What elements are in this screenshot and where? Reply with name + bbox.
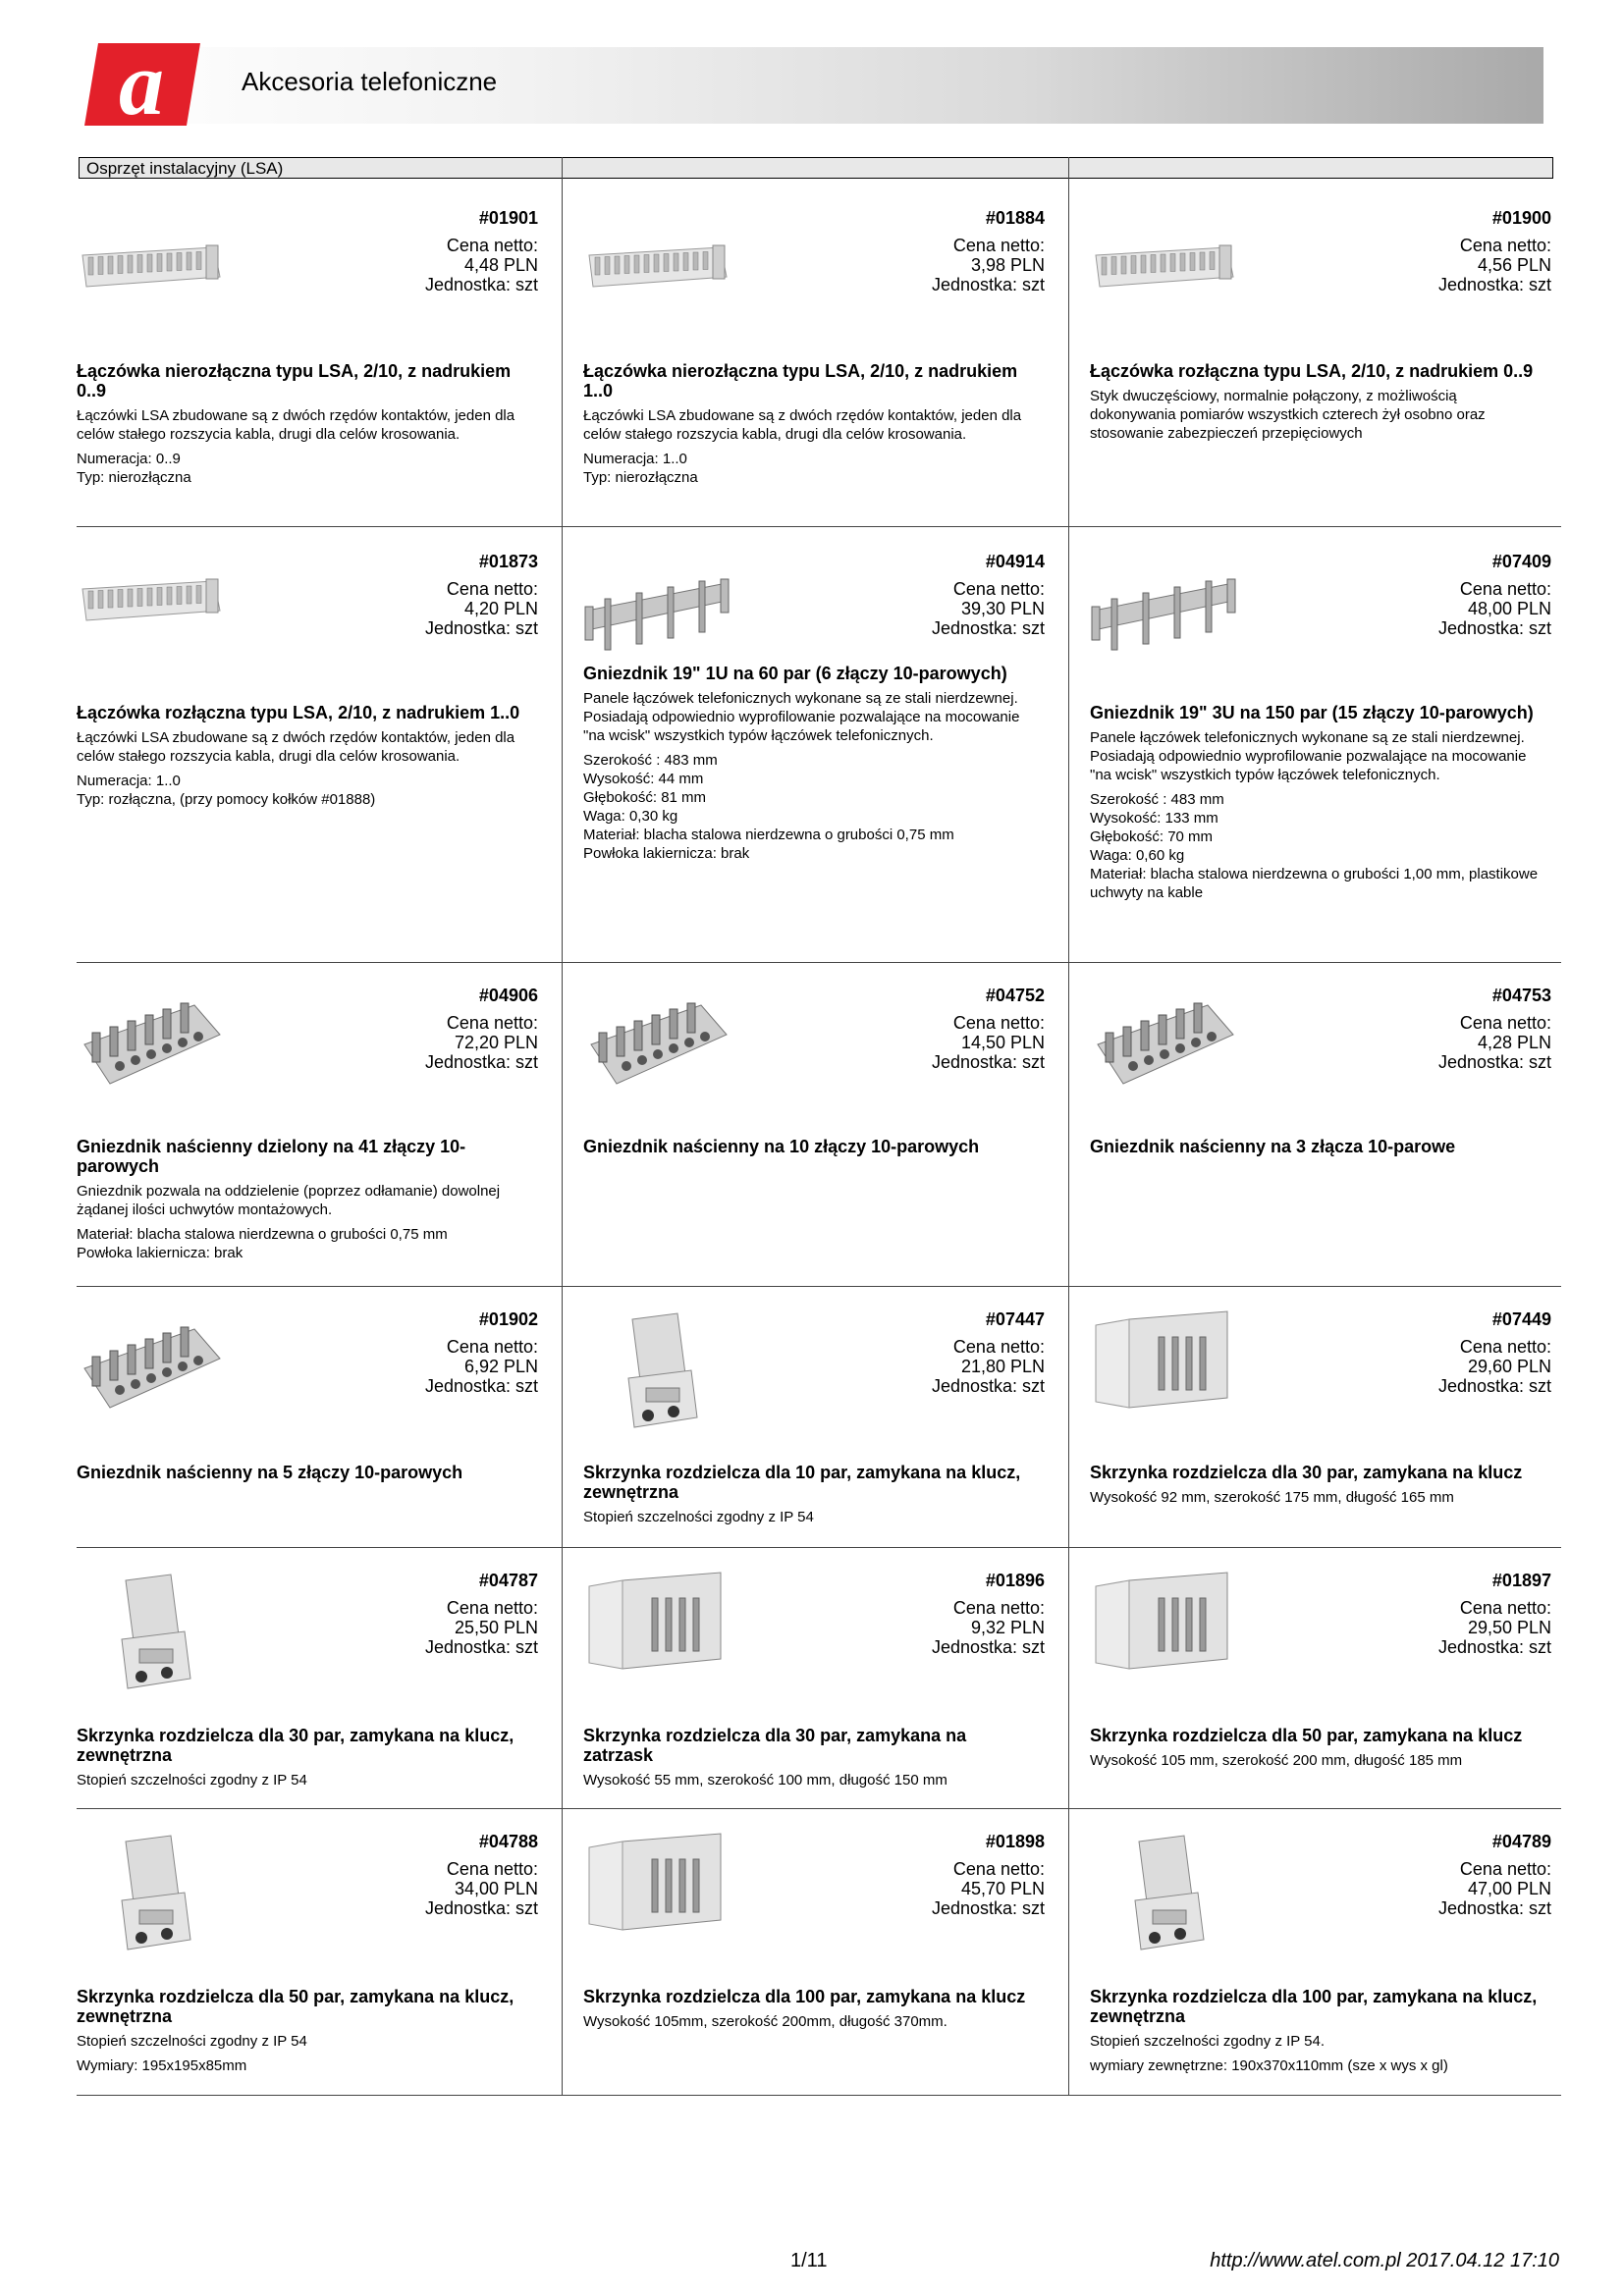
unit-label: Jednostka: szt	[1437, 618, 1551, 638]
product-card	[77, 1832, 538, 2126]
description-paragraph: Stopień szczelności zgodny z IP 54.	[1090, 2033, 1326, 2050]
unit-label: Jednostka: szt	[424, 1052, 538, 1072]
unit-label: Jednostka: szt	[424, 1376, 538, 1396]
column-divider	[1068, 157, 1069, 2096]
unit-label: Jednostka: szt	[931, 1052, 1045, 1072]
product-title: Gniezdnik naścienny na 5 złączy 10-parowych	[77, 1463, 463, 1482]
unit-label: Jednostka: szt	[1437, 275, 1551, 294]
product-code: #07409	[1491, 552, 1551, 571]
price-block	[1438, 1337, 1551, 1396]
product-card	[583, 986, 1045, 1280]
product-title: Gniezdnik 19" 3U na 150 par (15 złączy 10-parowych)	[1090, 703, 1534, 722]
section-title: Osprzęt instalacyjny (LSA)	[79, 157, 1553, 179]
row-divider	[77, 1286, 1561, 1287]
product-card	[583, 1309, 1045, 1604]
description-paragraph: Gniezdnik pozwala na oddzielenie (poprzez odłamanie) dowolnej żądanej ilości uchwytów montażowych.	[77, 1183, 501, 1218]
svg-text:a: a	[119, 43, 164, 126]
row-divider	[77, 962, 1561, 963]
price-block	[932, 1859, 1045, 1918]
product-title: Gniezdnik 19" 1U na 60 par (6 złączy 10-parowych)	[583, 664, 1007, 683]
product-code: #04752	[985, 986, 1045, 1005]
product-code: #04788	[478, 1832, 538, 1851]
price-label: Cena netto:	[1459, 1598, 1551, 1618]
price-value: 25,50 PLN	[454, 1618, 538, 1637]
description-paragraph: Wysokość 92 mm, szerokość 175 mm, długość 165 mm	[1090, 1489, 1454, 1506]
price-block	[425, 1337, 538, 1396]
product-title: Gniezdnik naścienny na 10 złączy 10-parowych	[583, 1137, 980, 1156]
price-label: Cena netto:	[446, 579, 538, 599]
outdoor-box-icon	[583, 1309, 731, 1442]
lsa-strip-icon	[77, 571, 224, 635]
product-description	[1090, 387, 1543, 449]
price-block	[1438, 1859, 1551, 1918]
product-card	[583, 1571, 1045, 1865]
price-label: Cena netto:	[1459, 236, 1551, 255]
description-paragraph: Numeracja: 0..9 Typ: nierozłączna	[77, 451, 191, 486]
column-divider	[562, 157, 563, 2096]
price-label: Cena netto:	[446, 1859, 538, 1879]
lsa-strip-icon	[77, 238, 224, 301]
product-card	[77, 1309, 538, 1604]
product-description	[1090, 728, 1543, 908]
distribution-box-icon	[1090, 1309, 1237, 1422]
product-description	[583, 1508, 1037, 1532]
description-paragraph: Stopień szczelności zgodny z IP 54	[583, 1509, 814, 1525]
product-code: #01901	[478, 208, 538, 228]
product-code: #01897	[1491, 1571, 1551, 1590]
price-value: 4,56 PLN	[1477, 255, 1551, 275]
description-paragraph: wymiary zewnętrzne: 190x370x110mm (sze x wys x gl)	[1090, 2057, 1448, 2074]
product-card	[1090, 552, 1551, 901]
product-description	[77, 406, 530, 493]
product-card	[583, 552, 1045, 862]
price-value: 48,00 PLN	[1467, 599, 1551, 618]
price-value: 34,00 PLN	[454, 1879, 538, 1898]
product-code: #04753	[1491, 986, 1551, 1005]
price-label: Cena netto:	[952, 579, 1045, 599]
wall-bracket-icon	[583, 986, 731, 1108]
product-code: #07449	[1491, 1309, 1551, 1329]
product-description	[583, 689, 1037, 869]
product-description	[77, 1182, 530, 1268]
product-description	[77, 728, 530, 815]
page-title: Akcesoria telefoniczne	[242, 67, 498, 96]
price-value: 45,70 PLN	[960, 1879, 1045, 1898]
unit-label: Jednostka: szt	[931, 1898, 1045, 1918]
rack-mount-icon	[1090, 571, 1237, 665]
price-label: Cena netto:	[952, 236, 1045, 255]
product-code: #01900	[1491, 208, 1551, 228]
price-label: Cena netto:	[446, 1598, 538, 1618]
unit-label: Jednostka: szt	[424, 618, 538, 638]
price-label: Cena netto:	[1459, 1859, 1551, 1879]
product-code: #01896	[985, 1571, 1045, 1590]
price-value: 21,80 PLN	[960, 1357, 1045, 1376]
price-block	[932, 1598, 1045, 1657]
product-card	[77, 552, 538, 846]
price-block	[1438, 1598, 1551, 1657]
unit-label: Jednostka: szt	[1437, 1898, 1551, 1918]
product-card	[583, 208, 1045, 503]
product-description	[583, 1771, 1037, 1795]
price-value: 29,50 PLN	[1467, 1618, 1551, 1637]
description-paragraph: Wysokość 105mm, szerokość 200mm, długość 370mm.	[583, 2013, 947, 2030]
price-label: Cena netto:	[952, 1337, 1045, 1357]
price-label: Cena netto:	[1459, 1013, 1551, 1033]
product-card	[583, 1832, 1045, 2126]
product-code: #04787	[478, 1571, 538, 1590]
product-card	[77, 208, 538, 503]
distribution-box-icon	[583, 1832, 731, 1945]
outdoor-box-icon	[1090, 1832, 1237, 1964]
unit-label: Jednostka: szt	[1437, 1052, 1551, 1072]
product-description	[1090, 2032, 1543, 2081]
description-paragraph: Wysokość 105 mm, szerokość 200 mm, długość 185 mm	[1090, 1752, 1463, 1769]
distribution-box-icon	[583, 1571, 731, 1683]
rack-mount-icon	[583, 571, 731, 665]
price-block	[1438, 236, 1551, 294]
product-description	[583, 2012, 1037, 2037]
outdoor-box-icon	[77, 1832, 224, 1964]
price-value: 3,98 PLN	[970, 255, 1045, 275]
description-paragraph: Łączówki LSA zbudowane są z dwóch rzędów kontaktów, jeden dla celów stałego rozszycia kabla, drugi dla celów krosowania.	[77, 407, 515, 443]
description-paragraph: Numeracja: 1..0 Typ: rozłączna, (przy pomocy kołków #01888)	[77, 773, 376, 808]
product-title: Skrzynka rozdzielcza dla 30 par, zamykana na klucz, zewnętrzna	[77, 1726, 514, 1765]
product-description	[77, 1771, 530, 1795]
product-title: Skrzynka rozdzielcza dla 100 par, zamykana na klucz	[583, 1987, 1026, 2006]
lsa-strip-icon	[1090, 238, 1237, 301]
wall-bracket-icon	[1090, 986, 1237, 1108]
price-block	[425, 1013, 538, 1072]
unit-label: Jednostka: szt	[931, 275, 1045, 294]
price-block	[425, 236, 538, 294]
price-label: Cena netto:	[952, 1013, 1045, 1033]
wall-bracket-icon	[77, 986, 224, 1108]
description-paragraph: Stopień szczelności zgodny z IP 54	[77, 1772, 307, 1789]
description-paragraph: Szerokość : 483 mm Wysokość: 44 mm Głębokość: 81 mm Waga: 0,30 kg Materiał: blacha stalowa nierdzewna o grubości 0,75 mm Powłoka lakiernicza: brak	[583, 752, 954, 862]
product-code: #04906	[478, 986, 538, 1005]
product-code: #04789	[1491, 1832, 1551, 1851]
price-block	[425, 579, 538, 638]
price-value: 39,30 PLN	[960, 599, 1045, 618]
product-card	[77, 986, 538, 1280]
price-block	[932, 1337, 1045, 1396]
price-value: 4,48 PLN	[463, 255, 538, 275]
page-number: 1/11	[790, 2250, 828, 2271]
product-title: Skrzynka rozdzielcza dla 100 par, zamykana na klucz, zewnętrzna	[1090, 1987, 1538, 2026]
product-card	[1090, 1309, 1551, 1604]
product-title: Łączówka rozłączna typu LSA, 2/10, z nadrukiem 0..9	[1090, 361, 1534, 381]
description-paragraph: Stopień szczelności zgodny z IP 54	[77, 2033, 307, 2050]
price-label: Cena netto:	[446, 1337, 538, 1357]
description-paragraph: Numeracja: 1..0 Typ: nierozłączna	[583, 451, 698, 486]
price-label: Cena netto:	[1459, 1337, 1551, 1357]
price-label: Cena netto:	[446, 1013, 538, 1033]
price-block	[932, 1013, 1045, 1072]
price-value: 14,50 PLN	[960, 1033, 1045, 1052]
price-value: 9,32 PLN	[970, 1618, 1045, 1637]
price-value: 4,28 PLN	[1477, 1033, 1551, 1052]
wall-bracket-icon	[77, 1309, 224, 1432]
product-code: #01898	[985, 1832, 1045, 1851]
product-title: Skrzynka rozdzielcza dla 30 par, zamykana na klucz	[1090, 1463, 1523, 1482]
unit-label: Jednostka: szt	[931, 1376, 1045, 1396]
price-block	[1438, 579, 1551, 638]
product-description	[1090, 1488, 1543, 1513]
description-paragraph: Szerokość : 483 mm Wysokość: 133 mm Głębokość: 70 mm Waga: 0,60 kg Materiał: blacha stalowa nierdzewna o grubości 1,00 mm, plastikowe uchwyty na kable	[1090, 791, 1539, 901]
product-description	[583, 406, 1037, 493]
product-code: #01884	[985, 208, 1045, 228]
description-paragraph: Panele łączówek telefonicznych wykonane są ze stali nierdzewnej. Posiadają odpowiednio wyprofilowanie pozwalające na mocowanie "na wcisk" wszystkich typów łączówek telefonicznych.	[1090, 729, 1527, 783]
distribution-box-icon	[1090, 1571, 1237, 1683]
product-card	[77, 1571, 538, 1865]
unit-label: Jednostka: szt	[1437, 1376, 1551, 1396]
product-title: Skrzynka rozdzielcza dla 50 par, zamykana na klucz, zewnętrzna	[77, 1987, 514, 2026]
product-description	[1090, 1751, 1543, 1776]
price-label: Cena netto:	[1459, 579, 1551, 599]
product-card	[1090, 1571, 1551, 1865]
description-paragraph: Wysokość 55 mm, szerokość 100 mm, długość 150 mm	[583, 1772, 947, 1789]
price-value: 72,20 PLN	[454, 1033, 538, 1052]
price-block	[932, 579, 1045, 638]
product-title: Łączówka nierozłączna typu LSA, 2/10, z nadrukiem 0..9	[77, 361, 512, 400]
unit-label: Jednostka: szt	[424, 275, 538, 294]
price-block	[425, 1859, 538, 1918]
price-value: 4,20 PLN	[463, 599, 538, 618]
product-title: Łączówka nierozłączna typu LSA, 2/10, z nadrukiem 1..0	[583, 361, 1018, 400]
product-code: #04914	[985, 552, 1045, 571]
product-code: #07447	[985, 1309, 1045, 1329]
price-value: 6,92 PLN	[463, 1357, 538, 1376]
price-block	[425, 1598, 538, 1657]
description-paragraph: Styk dwuczęściowy, normalnie połączony, z możliwością dokonywania pomiarów wszystkich czterech żył osobno oraz stosowanie zabezpieczeń przepięciowych	[1090, 388, 1486, 442]
price-value: 29,60 PLN	[1467, 1357, 1551, 1376]
product-description	[77, 2032, 530, 2081]
price-label: Cena netto:	[952, 1598, 1045, 1618]
description-paragraph: Wymiary: 195x195x85mm	[77, 2057, 247, 2074]
product-code: #01902	[478, 1309, 538, 1329]
unit-label: Jednostka: szt	[1437, 1637, 1551, 1657]
unit-label: Jednostka: szt	[424, 1898, 538, 1918]
product-code: #01873	[478, 552, 538, 571]
price-block	[932, 236, 1045, 294]
price-value: 47,00 PLN	[1467, 1879, 1551, 1898]
unit-label: Jednostka: szt	[931, 1637, 1045, 1657]
outdoor-box-icon	[77, 1571, 224, 1703]
product-card	[1090, 208, 1551, 503]
product-title: Skrzynka rozdzielcza dla 10 par, zamykana na klucz, zewnętrzna	[583, 1463, 1021, 1502]
product-title: Łączówka rozłączna typu LSA, 2/10, z nadrukiem 1..0	[77, 703, 520, 722]
product-title: Skrzynka rozdzielcza dla 30 par, zamykana na zatrzask	[583, 1726, 967, 1765]
product-title: Gniezdnik naścienny dzielony na 41 złączy 10-parowych	[77, 1137, 466, 1176]
description-paragraph: Panele łączówek telefonicznych wykonane są ze stali nierdzewnej. Posiadają odpowiednio wyprofilowanie pozwalające na mocowanie "na wcisk" wszystkich typów łączówek telefonicznych.	[583, 690, 1020, 744]
description-paragraph: Materiał: blacha stalowa nierdzewna o grubości 0,75 mm Powłoka lakiernicza: brak	[77, 1226, 448, 1261]
price-label: Cena netto:	[446, 236, 538, 255]
description-paragraph: Łączówki LSA zbudowane są z dwóch rzędów kontaktów, jeden dla celów stałego rozszycia kabla, drugi dla celów krosowania.	[583, 407, 1022, 443]
unit-label: Jednostka: szt	[424, 1637, 538, 1657]
product-title: Gniezdnik naścienny na 3 złącza 10-parowe	[1090, 1137, 1456, 1156]
product-card	[1090, 1832, 1551, 2126]
lsa-strip-icon	[583, 238, 731, 301]
unit-label: Jednostka: szt	[931, 618, 1045, 638]
product-card	[1090, 986, 1551, 1280]
price-block	[1438, 1013, 1551, 1072]
description-paragraph: Łączówki LSA zbudowane są z dwóch rzędów kontaktów, jeden dla celów stałego rozszycia kabla, drugi dla celów krosowania.	[77, 729, 515, 765]
row-divider	[77, 526, 1561, 527]
product-title: Skrzynka rozdzielcza dla 50 par, zamykana na klucz	[1090, 1726, 1523, 1745]
price-label: Cena netto:	[952, 1859, 1045, 1879]
footer-url: http://www.atel.com.pl 2017.04.12 17:10	[1210, 2250, 1559, 2271]
